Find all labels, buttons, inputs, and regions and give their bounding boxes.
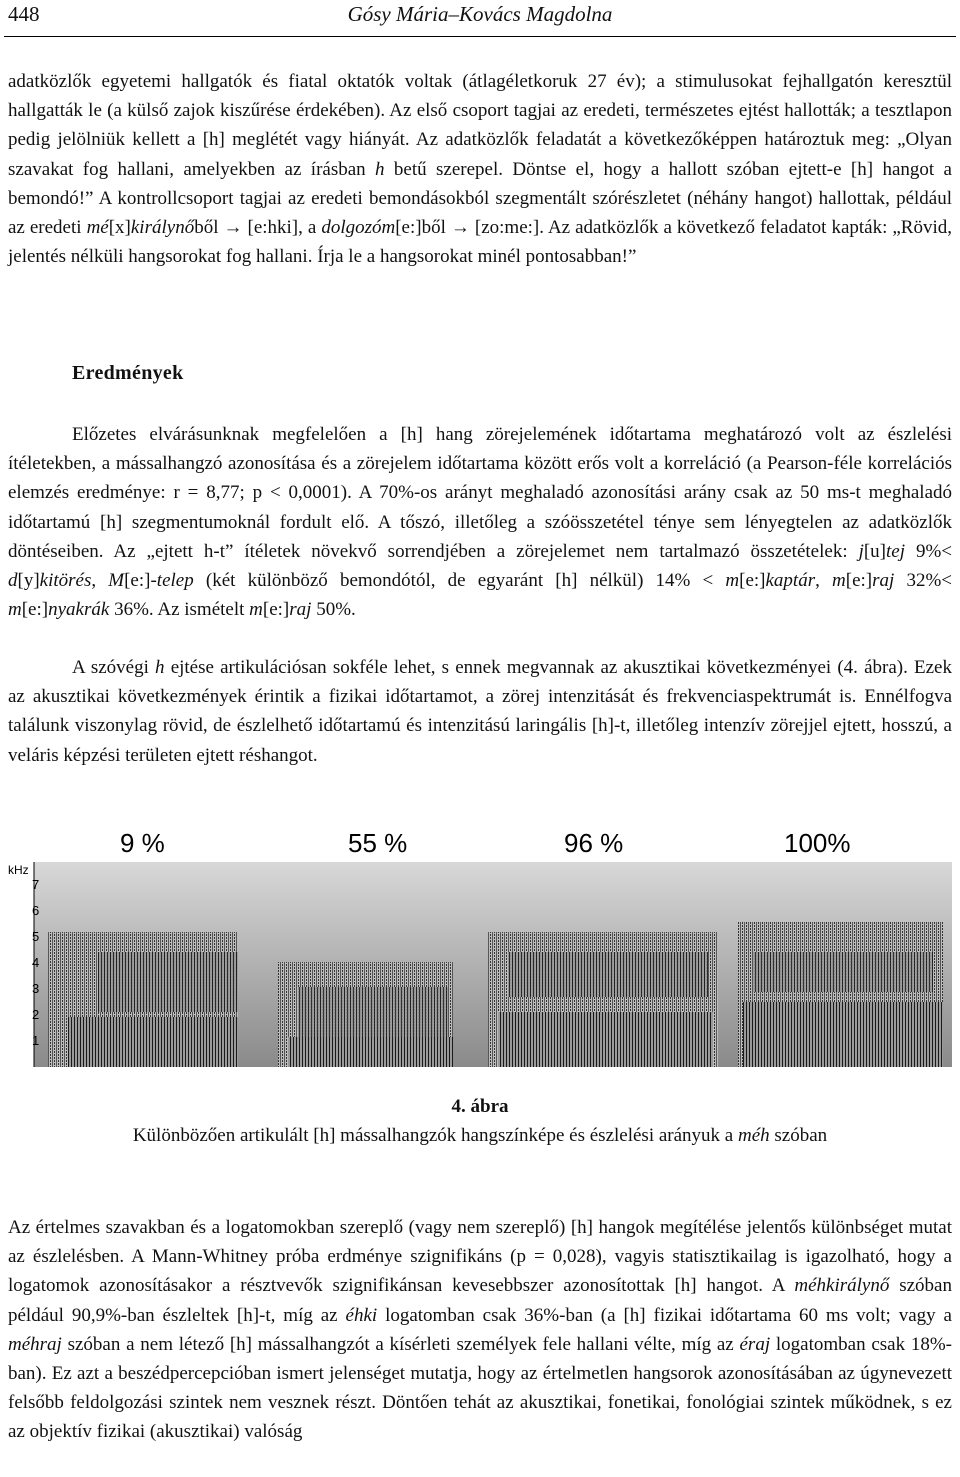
header-rule (4, 36, 956, 37)
axis-tick-2: 2 (32, 1007, 40, 1022)
axis-tick-6: 6 (32, 903, 40, 918)
axis-tick-4: 4 (32, 955, 40, 970)
axis-tick-3: 3 (32, 981, 40, 996)
spectrogram-panel-1 (48, 932, 238, 1067)
spectrogram-figure (8, 822, 952, 1072)
paragraph-results-2: A szóvégi h ejtése artikulációsan sokféle lehet, s ennek megvannak az akusztikai következményei (4. ábra). Ezek az akusztikai következmények érintik a fizikai időtartamot, a zörej intenzitását és frekvenciaspektrumát is. Ennélfogva találunk viszonylag rövid, de észlelhető időtartamú és intenzitású laringális [h]-t, illetőleg intenzív zörejjel ejtett, hosszú, a veláris képzési területen ejtett réshangot. (8, 657, 952, 766)
panel-label-1: 9 % (120, 828, 165, 858)
section-title: Eredmények (72, 362, 184, 384)
panel-label-3: 96 % (564, 828, 624, 858)
running-head: Gósy Mária–Kovács Magdolna (347, 2, 613, 26)
figure-caption (0, 1125, 960, 1147)
axis-tick-1: 1 (32, 1033, 40, 1048)
figure-caption-word: méh (737, 1125, 770, 1146)
spectrogram-panel-3 (488, 932, 718, 1067)
page-header (0, 0, 960, 40)
page-number: 448 (8, 2, 40, 26)
spectrogram-panel-4 (738, 922, 943, 1067)
spectrogram-svg (8, 822, 952, 1072)
paragraph-results-1: Előzetes elvárásunknak megfelelően a [h] hang zörejelemének időtartama meghatározó volt az észlelési ítéletekben, a mássalhangzó azonosítása és a zörejelem időtartama között erős volt a korreláció (a Pearson-féle korrelációs elemzés eredménye: r = 8,77; p < 0,0001). A 70%-os arányt meghaladó azonosítási arány csak az 50 ms-t meghaladó időtartamú [h] szegmentumoknál fordult elő. A tőszó, illetőleg a szóösszetétel ténye sem lényegtelen az adatközlők döntéseiben. Az „ejtett h-t” ítéletek növekvő sorrendjében a zörejelemet nem tartalmazó összetételek: j[u]tej 9%< d[y]kitörés, M[e:]-telep (két különböző bemondótól, de egyaránt [h] nélkül) 14% < m[e:]kaptár, m[e:]raj 32%< m[e:]nyakrák 36%. Az ismételt m[e:]raj 50%. (8, 424, 953, 621)
paragraph-discussion: Az értelmes szavakban és a logatomokban szereplő (vagy nem szereplő) [h] hangok megítélése jelentős különbséget mutat az észlelésben. A Mann-Whitney próba erdménye szignifikáns (p = 0,028), vagyis statisztikailag is igazolható, hogy a logatomok azonosításakor a résztvevők szignifikánsan kevesebbszer azonosítottak [h] hangot. A méhkirálynő szóban például 90,9%-ban észleltek [h]-t, míg az éhki logatomban csak 36%-ban (a [h] fizikai időtartama 60 ms volt; vagy a méhraj szóban a nem létező [h] mássalhangzót a kísérleti személyek fele hallani vélte, míg az éraj logatomban csak 18%-ban). Ez azt a beszédpercepcióban ismert jelenséget mutatja, hogy az értelmetlen hangsorok azonosításában az úgynevezett felsőbb feldolgozási szintek nem vesznek részt. Döntően tehát az akusztikai, fonetikai, fonológiai szintek működnek, s ez az objektív fizikai (akusztikai) valóság (8, 1217, 952, 1443)
figure-caption-text: Különbözően artikulált [h] mássalhangzók hangszínképe és észlelési arányuk a (132, 1125, 738, 1146)
panel-label-4: 100% (784, 828, 851, 858)
figure-caption-tail: szóban (769, 1125, 828, 1146)
axis-tick-7: 7 (32, 877, 40, 892)
spectrogram-panel-2 (278, 962, 453, 1067)
axis-unit-label: kHz (8, 863, 29, 877)
figure-number: 4. ábra (451, 1096, 509, 1117)
paragraph-method: adatközlők egyetemi hallgatók és fiatal oktatók voltak (átlagéletkoruk 27 év); a stimulusokat fejhallgatón keresztül hallgatták le (a külső zajok kiszűrése érdekében). Az első csoport tagjai az eredeti, természetes ejtést hallották; a tesztlapon pedig jelölniük kellett a [h] meglétét vagy hiányát. Az adatközlők feladatát a következőképpen határoztuk meg: „Olyan szavakat fog hallani, amelyekben az írásban h betű szerepel. Döntse el, hogy a hallott szóban ejtett-e [h] hangot a bemondó!” A kontrollcsoport tagjai az eredeti bemondásokból szegmentált szórészletet (néhány hangot) hallottak, például az eredeti mé[x]királynőből → [e:hki], a dolgozóm[e:]ből → [zo:me:]. Az adatközlők a következő feladatot kapták: „Rövid, jelentés nélküli hangsorokat fog hallani. Írja le a hangsorokat minél pontosabban!” (8, 71, 953, 268)
panel-label-2: 55 % (348, 828, 408, 858)
axis-tick-5: 5 (32, 929, 40, 944)
